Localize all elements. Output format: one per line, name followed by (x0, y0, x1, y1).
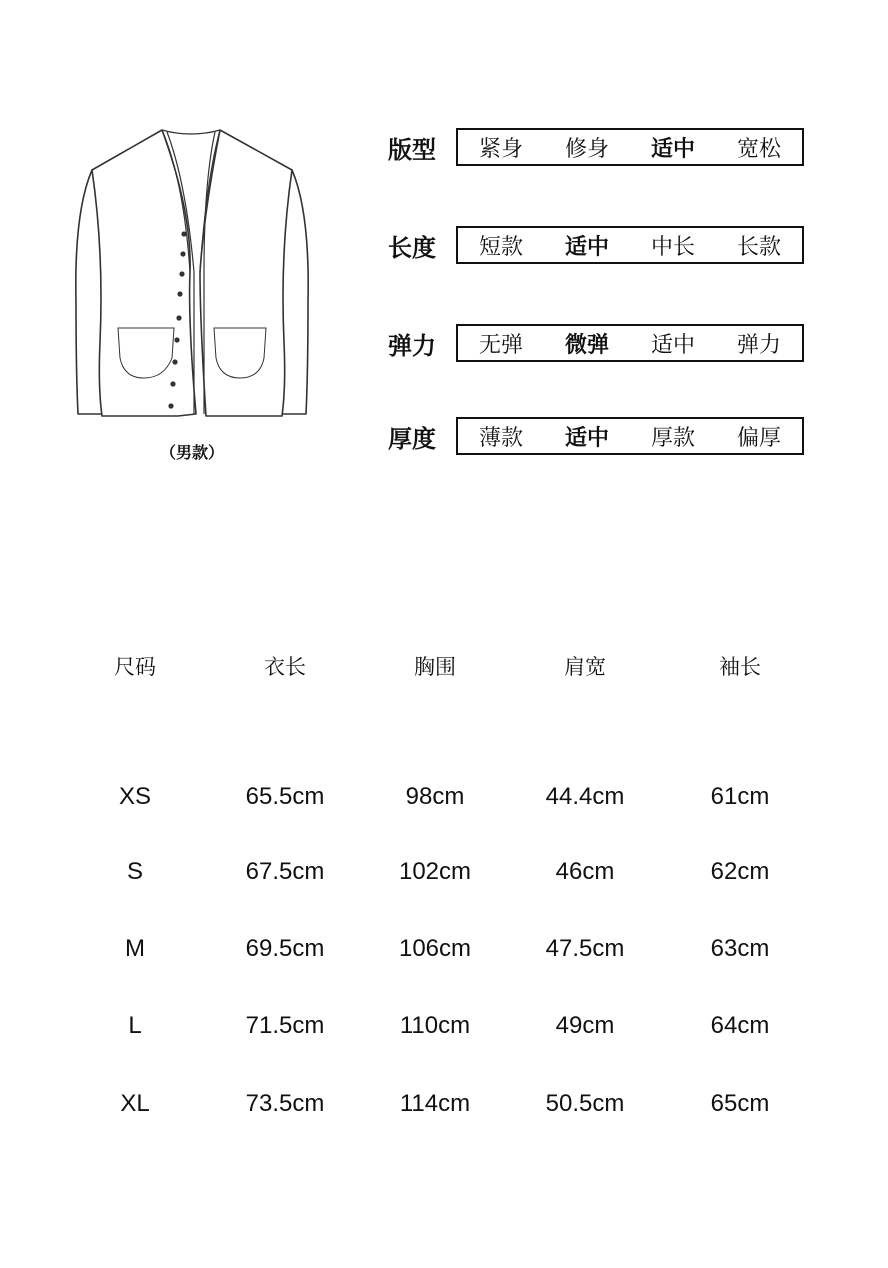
cell-shoulder: 49cm (555, 1012, 615, 1039)
cell-sleeve: 62cm (710, 858, 770, 885)
cell-chest: 102cm (398, 858, 472, 885)
header-size: 尺码 (114, 655, 156, 679)
cell-chest: 110cm (399, 1012, 471, 1039)
option-extra-thick: 偏厚 (736, 425, 781, 451)
cell-sleeve: 63cm (710, 935, 770, 962)
attribute-row-elasticity (388, 322, 804, 364)
cell-size: L (128, 1012, 142, 1039)
table-row (60, 1084, 820, 1124)
cardigan-illustration (66, 122, 318, 422)
cell-length: 71.5cm (245, 1012, 325, 1039)
cell-shoulder: 47.5cm (545, 935, 625, 962)
table-row (60, 929, 820, 969)
option-box (456, 324, 804, 362)
cell-size: XL (120, 1090, 150, 1117)
cell-length: 67.5cm (245, 858, 325, 885)
option-regular-selected: 适中 (650, 136, 695, 162)
cell-chest: 106cm (398, 935, 472, 962)
option-box (456, 226, 804, 264)
cell-size: XS (118, 783, 151, 810)
table-row (60, 777, 820, 817)
option-thick: 厚款 (650, 425, 695, 451)
option-regular-selected: 适中 (564, 425, 609, 451)
option-no-stretch: 无弹 (478, 332, 523, 358)
option-loose: 宽松 (736, 136, 781, 162)
header-length: 衣长 (264, 655, 306, 679)
option-box (456, 128, 804, 166)
attribute-row-thickness (388, 415, 804, 457)
table-row (60, 852, 820, 892)
attribute-label: 版型 (388, 135, 436, 164)
option-slight-stretch-selected: 微弹 (564, 332, 609, 358)
option-mid-length: 中长 (650, 234, 695, 260)
cell-sleeve: 65cm (710, 1090, 770, 1117)
header-shoulder: 肩宽 (564, 655, 606, 679)
option-regular-selected: 适中 (564, 234, 609, 260)
option-thin: 薄款 (478, 425, 523, 451)
attribute-label: 厚度 (388, 424, 436, 453)
attribute-row-length (388, 224, 804, 266)
option-slim: 修身 (564, 136, 609, 162)
header-sleeve: 袖长 (719, 655, 761, 679)
option-box (456, 417, 804, 455)
table-row (60, 1006, 820, 1046)
cell-sleeve: 64cm (710, 1012, 770, 1039)
cell-size: M (125, 935, 145, 962)
option-short: 短款 (478, 234, 523, 260)
cell-shoulder: 50.5cm (545, 1090, 625, 1117)
attribute-label: 弹力 (388, 331, 436, 360)
option-stretch: 弹力 (736, 332, 781, 358)
cell-shoulder: 44.4cm (545, 783, 625, 810)
cell-length: 73.5cm (245, 1090, 325, 1117)
cell-chest: 98cm (405, 783, 465, 810)
attribute-label: 长度 (388, 233, 436, 262)
option-long: 长款 (736, 234, 781, 260)
cell-shoulder: 46cm (555, 858, 615, 885)
cell-size: S (126, 858, 143, 885)
cell-length: 69.5cm (245, 935, 325, 962)
option-tight: 紧身 (478, 136, 523, 162)
attribute-row-fit (388, 126, 804, 168)
header-chest: 胸围 (414, 655, 456, 679)
cell-length: 65.5cm (245, 783, 325, 810)
cell-sleeve: 61cm (710, 783, 770, 810)
cell-chest: 114cm (399, 1090, 471, 1117)
gender-caption: （男款） (159, 443, 224, 462)
option-moderate: 适中 (650, 332, 695, 358)
size-table-header (60, 650, 820, 682)
